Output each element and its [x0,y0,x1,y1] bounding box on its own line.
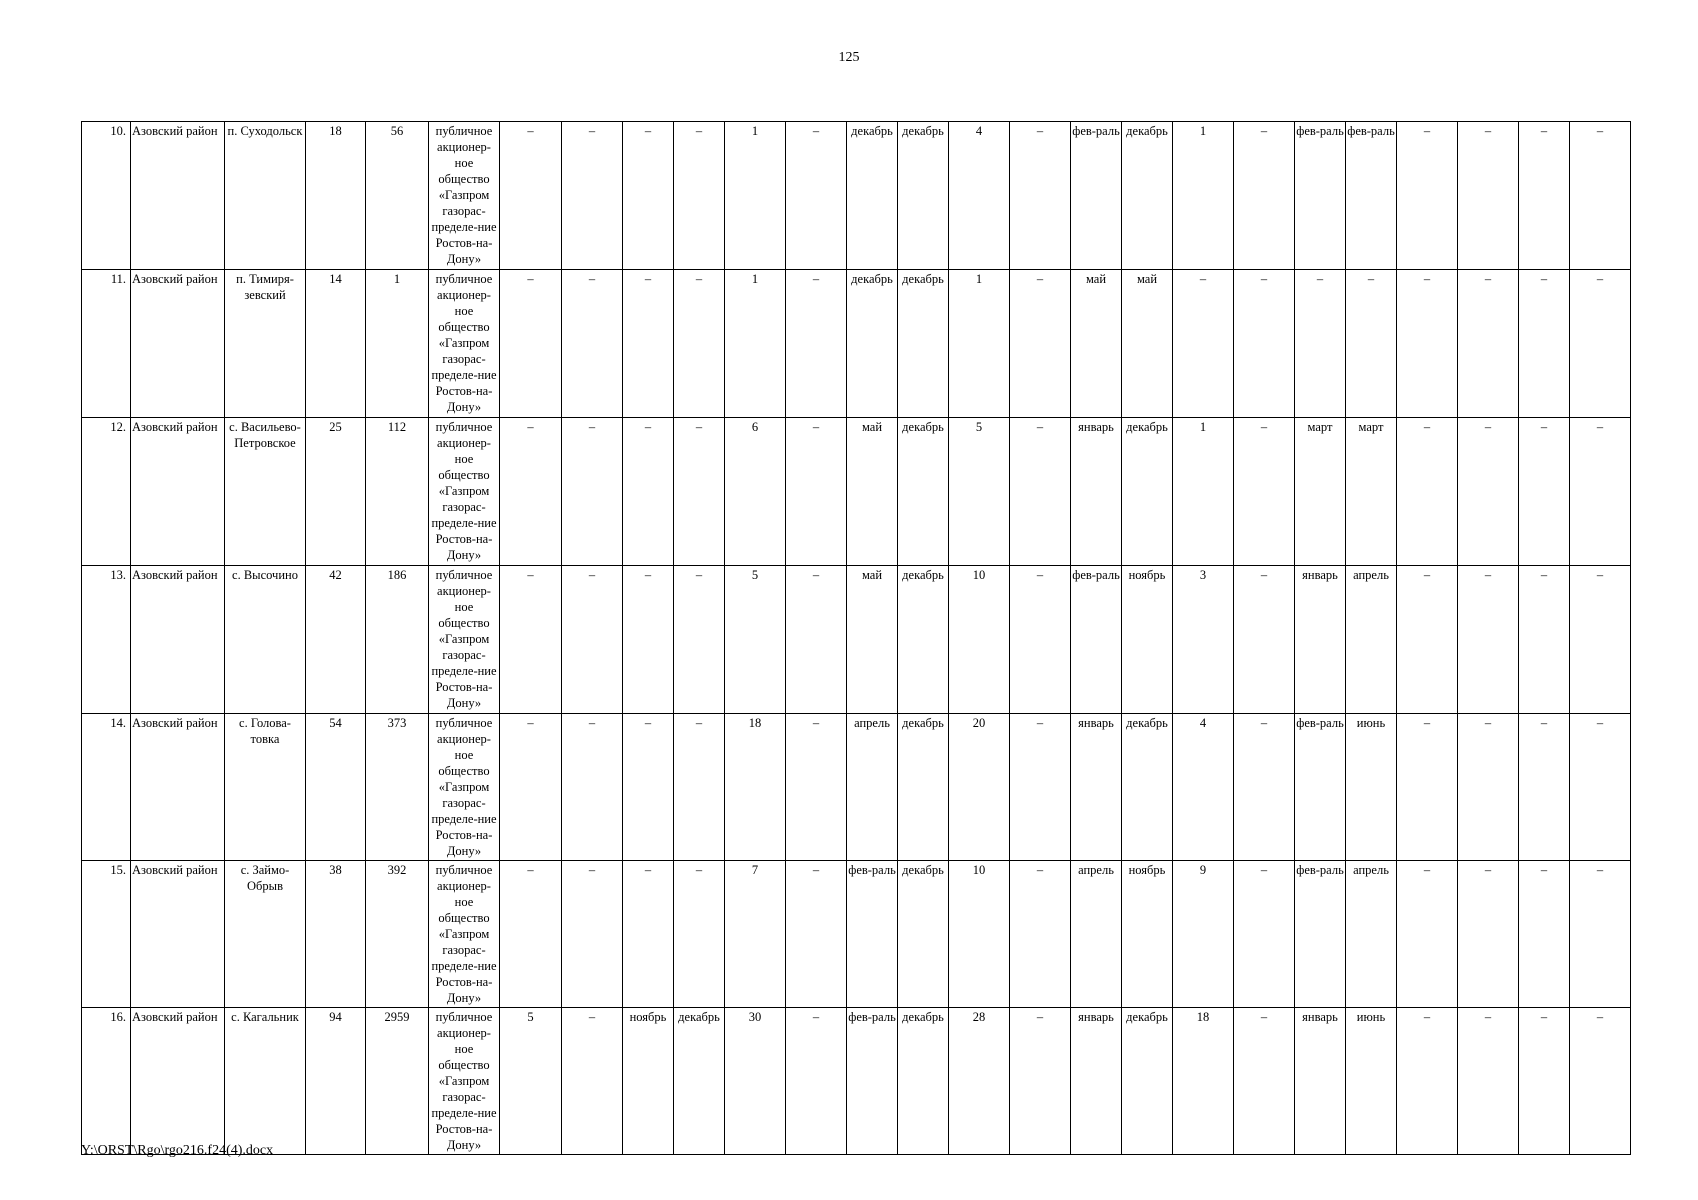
month-cell: – [1346,270,1397,418]
organization-name: публичное акционер-ное общество «Газпром газорас-пределе-ние Ростов-на-Дону» [431,272,497,414]
table-cell: 7 [725,861,786,1008]
row-number-cell: 13. [82,566,131,714]
month-cell: декабрь [674,1008,725,1155]
month-cell: декабрь [898,861,949,1008]
month-cell: декабрь [1122,714,1173,861]
table-cell: 5 [949,418,1010,566]
month-cell: май [847,566,898,714]
district-cell: Азовский район [131,566,225,714]
table-cell: – [500,861,562,1008]
footer-file-path: Y:\ORST\Rgo\rgo216.f24(4).docx [81,1143,274,1158]
table-cell: – [1397,1008,1458,1155]
table-cell: – [786,418,847,566]
table-cell: – [1458,1008,1519,1155]
settlement-cell: с. Займо-Обрыв [225,861,306,1008]
month-cell: январь [1295,566,1346,714]
table-cell: 186 [366,566,429,714]
table-cell: 28 [949,1008,1010,1155]
table-cell: – [1010,861,1071,1008]
table-cell: 2959 [366,1008,429,1155]
month-cell: ноябрь [1122,861,1173,1008]
month-cell: фев-раль [1071,122,1122,270]
month-cell: май [1071,270,1122,418]
table-cell: 25 [306,418,366,566]
table-cell: 38 [306,861,366,1008]
district-cell: Азовский район [131,270,225,418]
table-cell: – [1458,122,1519,270]
month-cell: декабрь [898,122,949,270]
table-cell: – [1570,418,1631,566]
table-cell: – [1458,861,1519,1008]
table-cell: – [1010,122,1071,270]
table-cell: – [1570,270,1631,418]
table-cell: – [1570,122,1631,270]
table-cell: – [1397,270,1458,418]
month-cell: – [674,861,725,1008]
organization-name: публичное акционер-ное общество «Газпром газорас-пределе-ние Ростов-на-Дону» [431,716,497,858]
table-cell: – [1570,861,1631,1008]
row-number-cell: 14. [82,714,131,861]
table-cell: – [1010,714,1071,861]
table-cell: – [1173,270,1234,418]
table-cell: 18 [725,714,786,861]
gasification-table [81,121,1631,1155]
row-number-cell: 12. [82,418,131,566]
table-row [82,1008,1631,1155]
table-cell: 18 [306,122,366,270]
table-cell: – [562,122,623,270]
table-cell: 6 [725,418,786,566]
table-cell: – [786,714,847,861]
row-number-cell: 15. [82,861,131,1008]
table-cell: – [786,122,847,270]
table-cell: – [1519,1008,1570,1155]
month-cell: – [623,418,674,566]
month-cell: январь [1071,418,1122,566]
table-cell: – [500,418,562,566]
district-cell: Азовский район [131,418,225,566]
organization-cell [429,1008,500,1155]
organization-cell [429,418,500,566]
organization-name: публичное акционер-ное общество «Газпром газорас-пределе-ние Ростов-на-Дону» [431,420,497,562]
table-row [82,270,1631,418]
district-cell: Азовский район [131,122,225,270]
organization-cell [429,714,500,861]
month-cell: декабрь [847,270,898,418]
month-cell: апрель [1346,566,1397,714]
table-cell: – [500,122,562,270]
table-cell: – [1519,122,1570,270]
table-cell: 18 [1173,1008,1234,1155]
month-cell: декабрь [898,270,949,418]
month-cell: – [674,122,725,270]
table-row [82,566,1631,714]
table-cell: – [1519,270,1570,418]
month-cell: май [1122,270,1173,418]
table-cell: – [1570,714,1631,861]
page-number: 125 [838,50,860,65]
table-cell: – [1570,1008,1631,1155]
table-cell: 1 [725,122,786,270]
month-cell: фев-раль [1295,122,1346,270]
district-cell: Азовский район [131,861,225,1008]
table-cell: – [1234,714,1295,861]
table-cell: – [1458,270,1519,418]
table-cell: – [562,861,623,1008]
table-cell: 373 [366,714,429,861]
table-cell: 1 [366,270,429,418]
month-cell: фев-раль [847,1008,898,1155]
month-cell: ноябрь [1122,566,1173,714]
month-cell: апрель [847,714,898,861]
table-cell: – [1397,714,1458,861]
month-cell: апрель [1346,861,1397,1008]
table-cell: 112 [366,418,429,566]
settlement-cell: с. Высочино [225,566,306,714]
table-cell: – [562,714,623,861]
table-cell: 10 [949,566,1010,714]
table-cell: – [1010,270,1071,418]
month-cell: – [623,566,674,714]
table-cell: – [1234,418,1295,566]
settlement-cell: с. Васильево-Петровское [225,418,306,566]
table-cell: – [786,270,847,418]
table-cell: – [1397,122,1458,270]
table-cell: – [562,270,623,418]
organization-name: публичное акционер-ное общество «Газпром газорас-пределе-ние Ростов-на-Дону» [431,863,497,1005]
month-cell: – [623,714,674,861]
table-cell: 1 [949,270,1010,418]
table-body [82,122,1631,1155]
table-cell: 5 [725,566,786,714]
table-cell: – [1010,566,1071,714]
table-cell: 1 [725,270,786,418]
table-cell: – [500,566,562,714]
table-cell: – [1519,714,1570,861]
month-cell: – [623,122,674,270]
month-cell: – [674,566,725,714]
month-cell: декабрь [1122,122,1173,270]
table-cell: – [562,1008,623,1155]
table-cell: – [1010,1008,1071,1155]
month-cell: – [623,861,674,1008]
table-cell: – [1397,418,1458,566]
table-cell: 9 [1173,861,1234,1008]
table-cell: – [1458,566,1519,714]
table-cell: – [1234,122,1295,270]
table-cell: 30 [725,1008,786,1155]
district-cell: Азовский район [131,714,225,861]
table-cell: 3 [1173,566,1234,714]
table-cell: 42 [306,566,366,714]
month-cell: фев-раль [847,861,898,1008]
month-cell: апрель [1071,861,1122,1008]
table-cell: – [1570,566,1631,714]
table-row [82,714,1631,861]
table-cell: – [786,566,847,714]
district-cell: Азовский район [131,1008,225,1155]
month-cell: декабрь [898,1008,949,1155]
month-cell: фев-раль [1071,566,1122,714]
table-cell: 54 [306,714,366,861]
table-cell: 10 [949,861,1010,1008]
table-cell: – [1234,566,1295,714]
organization-name: публичное акционер-ное общество «Газпром газорас-пределе-ние Ростов-на-Дону» [431,568,497,710]
month-cell: декабрь [847,122,898,270]
settlement-cell: с. Голова-товка [225,714,306,861]
organization-cell [429,122,500,270]
month-cell: декабрь [898,566,949,714]
table-cell: – [786,861,847,1008]
table-cell: 392 [366,861,429,1008]
month-cell: январь [1071,1008,1122,1155]
table-cell: – [1519,566,1570,714]
table-cell: 1 [1173,418,1234,566]
month-cell: декабрь [898,418,949,566]
settlement-cell: п. Тимиря-зевский [225,270,306,418]
table-cell: – [1234,861,1295,1008]
table-cell: – [562,418,623,566]
month-cell: январь [1071,714,1122,861]
month-cell: фев-раль [1295,714,1346,861]
month-cell: декабрь [1122,1008,1173,1155]
month-cell: – [674,714,725,861]
table-cell: – [500,714,562,861]
table-cell: – [1010,418,1071,566]
month-cell: – [674,270,725,418]
table-cell: 4 [1173,714,1234,861]
table-row [82,122,1631,270]
table-cell: 5 [500,1008,562,1155]
table-cell: 14 [306,270,366,418]
month-cell: май [847,418,898,566]
organization-name: публичное акционер-ное общество «Газпром газорас-пределе-ние Ростов-на-Дону» [431,1010,497,1152]
organization-cell [429,861,500,1008]
month-cell: декабрь [898,714,949,861]
table-cell: 94 [306,1008,366,1155]
table-cell: – [562,566,623,714]
month-cell: июнь [1346,1008,1397,1155]
row-number-cell: 11. [82,270,131,418]
month-cell: – [674,418,725,566]
month-cell: – [1295,270,1346,418]
table-row [82,418,1631,566]
month-cell: март [1346,418,1397,566]
table-cell: – [500,270,562,418]
month-cell: декабрь [1122,418,1173,566]
organization-cell [429,566,500,714]
table-cell: – [1397,861,1458,1008]
table-cell: – [1519,418,1570,566]
table-cell: – [1519,861,1570,1008]
table-cell: 4 [949,122,1010,270]
table-cell: – [786,1008,847,1155]
table-cell: – [1397,566,1458,714]
table-cell: – [1234,270,1295,418]
row-number-cell: 10. [82,122,131,270]
month-cell: – [623,270,674,418]
organization-name: публичное акционер-ное общество «Газпром газорас-пределе-ние Ростов-на-Дону» [431,124,497,266]
row-number-cell: 16. [82,1008,131,1155]
month-cell: фев-раль [1295,861,1346,1008]
month-cell: июнь [1346,714,1397,861]
table-row [82,861,1631,1008]
month-cell: ноябрь [623,1008,674,1155]
organization-cell [429,270,500,418]
table-cell: – [1458,418,1519,566]
table-cell: 56 [366,122,429,270]
table-cell: 1 [1173,122,1234,270]
settlement-cell: с. Кагальник [225,1008,306,1155]
settlement-cell: п. Суходольск [225,122,306,270]
table-cell: – [1458,714,1519,861]
month-cell: март [1295,418,1346,566]
table-cell: 20 [949,714,1010,861]
table-cell: – [1234,1008,1295,1155]
month-cell: январь [1295,1008,1346,1155]
month-cell: фев-раль [1346,122,1397,270]
